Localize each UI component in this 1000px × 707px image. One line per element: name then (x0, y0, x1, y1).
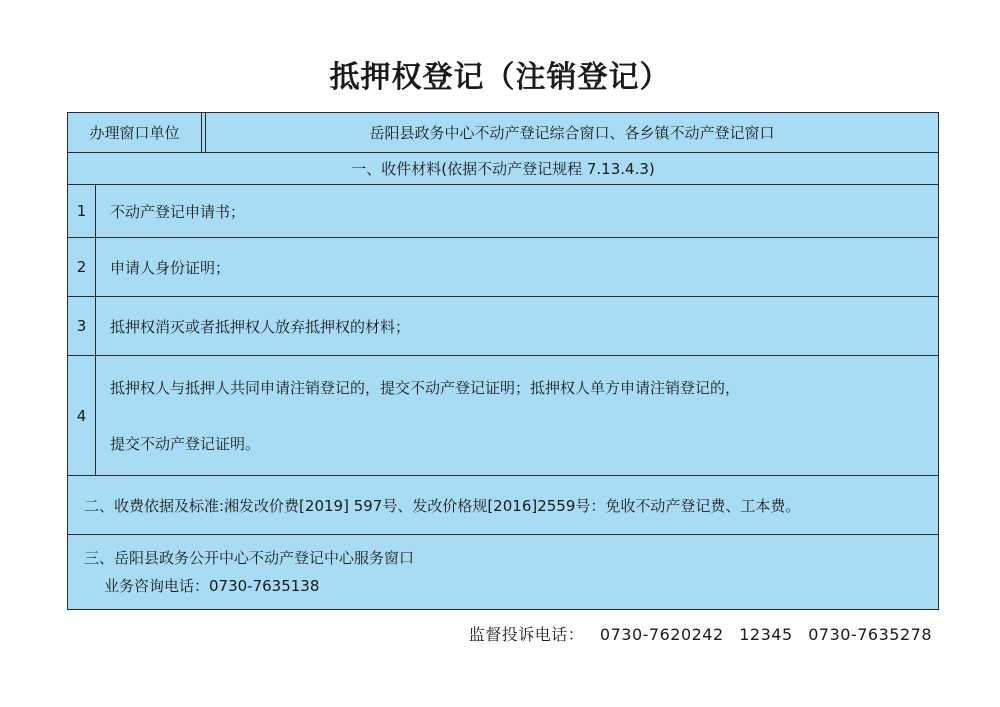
office-value: 岳阳县政务中心不动产登记综合窗口、各乡镇不动产登记窗口 (369, 124, 775, 142)
office-label: 办理窗口单位 (89, 124, 180, 142)
service-window: 三、岳阳县政务公开中心不动产登记中心服务窗口 (84, 549, 415, 567)
material-item-1 (68, 185, 938, 238)
office-label-cell (68, 113, 202, 152)
material-number: 3 (68, 297, 96, 355)
supervision-phones (469, 622, 932, 645)
service-row (68, 535, 938, 609)
material-text-line: 抵押权人与抵押人共同申请注销登记的，提交不动产登记证明；抵押权人单方申请注销登记的， (110, 378, 741, 397)
material-item-2 (68, 238, 938, 297)
material-item-3 (68, 297, 938, 356)
office-row (68, 113, 938, 153)
material-text-line: 提交不动产登记证明。 (110, 434, 261, 453)
procedure-table (67, 112, 939, 610)
material-number: 1 (68, 185, 96, 237)
materials-header-cell (68, 153, 938, 184)
material-number: 4 (68, 356, 96, 475)
material-text: 申请人身份证明； (110, 258, 231, 277)
fees-row (68, 476, 938, 535)
material-item-4 (68, 356, 938, 476)
service-cell (68, 535, 938, 609)
supervision-phone-3: 0730-7635278 (808, 625, 932, 644)
materials-header: 一、收件材料(依据不动产登记规程 7.13.4.3) (351, 160, 655, 178)
fees-text: 二、收费依据及标准:湘发改价费[2019] 597号、发改价格规[2016]2559号：免收不动产登记费、工本费。 (84, 496, 801, 515)
material-number: 2 (68, 238, 96, 296)
supervision-label: 监督投诉电话： (468, 625, 585, 644)
supervision-phone-2: 12345 (739, 625, 793, 644)
supervision-phone-1: 0730-7620242 (599, 625, 724, 644)
page-title: 抵押权登记（注销登记） (329, 60, 671, 95)
service-phone: 业务咨询电话：0730-7635138 (104, 577, 320, 595)
office-value-cell (206, 113, 938, 152)
material-text: 抵押权消灭或者抵押权人放弃抵押权的材料； (110, 317, 411, 336)
fees-cell (68, 476, 938, 534)
material-text-block (96, 356, 938, 475)
materials-header-row (68, 153, 938, 185)
material-text: 不动产登记申请书； (110, 202, 246, 221)
